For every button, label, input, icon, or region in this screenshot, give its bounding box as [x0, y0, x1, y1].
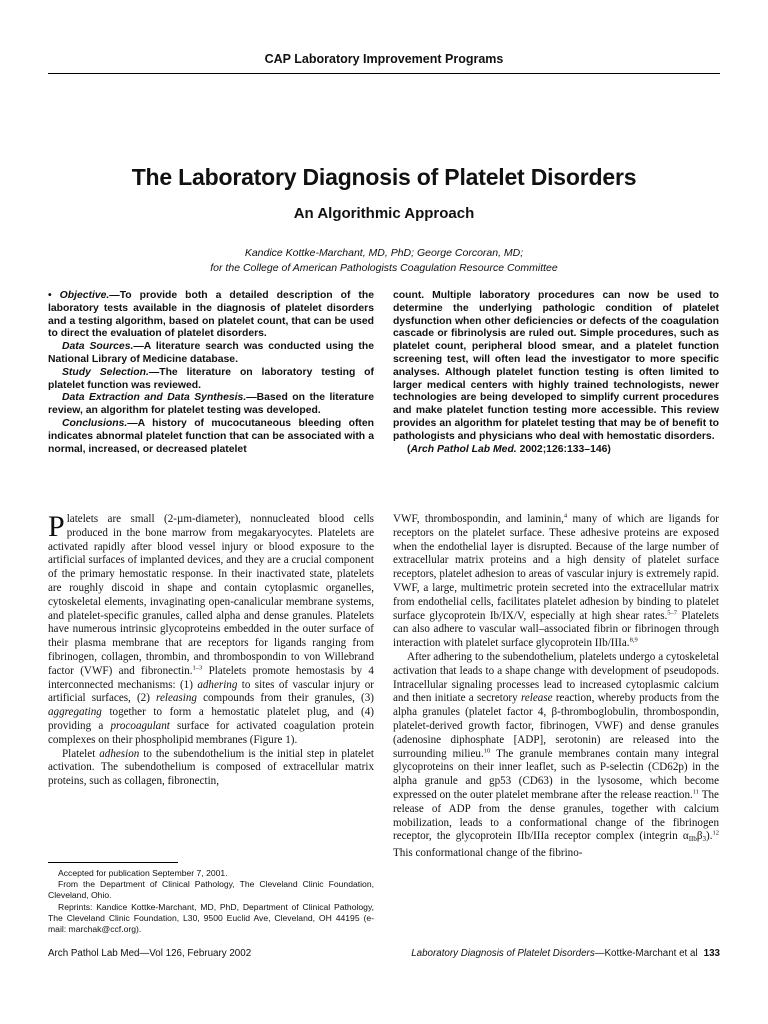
abstract-left	[48, 290, 374, 456]
abstract-conclusions-head: Conclusions.—	[62, 417, 138, 429]
author-block	[48, 246, 720, 276]
body-paragraph: Platelets are small (2-µm-diameter), nonnucleated blood cells produced in the bone marrow from megakaryocytes. Platelets are activated rapidly after blood vessel injury or blood exposure to the artificial surfaces of implanted devices, and they are a crucial component of the primary hemostatic response. In their inactivated state, platelets are roughly discoid in shape and contain cytoplasmic organelles, cytoskeletal elements, invaginating open-canalicular membrane systems, and platelet-specific granules, called alpha and dense granules. Platelets have numerous intrinsic glycoproteins embedded in the outer surface of their plasma membrane that are receptors for ligands ranging from fibrinogen, collagen, thrombin, and thrombospondin to von Willebrand factor (VWF) and fibronectin.$^{1-3}$ Platelets promote hemostasis by 4 interconnected mechanisms: (1) adhering to sites of vascular injury or artificial surfaces, (2) releasing compounds from their granules, (3) aggregating together to form a hemostatic platelet plug, and (4) providing a procoagulant surface for activated coagulation protein complexes on their phospholipid membranes (Figure 1).	[48, 510, 374, 746]
footer-authors: —Kottke-Marchant et al	[594, 948, 698, 959]
footnotes	[48, 868, 374, 935]
abstract-extraction	[48, 392, 374, 418]
article-title: The Laboratory Diagnosis of Platelet Disorders	[131, 164, 637, 190]
drop-cap: P	[48, 510, 65, 543]
footer-journal: Arch Pathol Lab Med—Vol 126, February 2002	[48, 948, 252, 959]
author-affiliation: for the College of American Pathologists Coagulation Resource Committee	[210, 262, 558, 274]
abstract-sources-text: A literature search was conducted using the National Library of Medicine database.	[48, 341, 375, 365]
header-rule	[48, 73, 720, 74]
abstract-citation	[393, 444, 719, 457]
footnote-reprints: Reprints: Kandice Kottke-Marchant, MD, PhD, Department of Clinical Pathology, The Cleveland Clinic Foundation, L30, 9500 Euclid Ave, Cleveland, OH 44195 (e-mail: marchak@ccf.org).	[48, 901, 374, 935]
abstract-selection	[48, 367, 374, 393]
footer-title: Laboratory Diagnosis of Platelet Disorders	[411, 948, 595, 959]
abstract-selection-head: Study Selection.—	[62, 366, 160, 378]
footnote-accepted: Accepted for publication September 7, 2001.	[58, 868, 228, 878]
running-header: CAP Laboratory Improvement Programs	[264, 52, 504, 66]
abstract-objective-head: Objective.—	[59, 290, 120, 301]
body-paragraph: Platelet adhesion to the subendothelium is the initial step in platelet activation. The subendothelium is composed of extracellular matrix proteins, such as collagen, fibronectin,	[48, 747, 374, 788]
abstract-sources-head: Data Sources.—	[62, 341, 144, 353]
body-column-right	[393, 513, 719, 861]
body-column-left	[48, 510, 374, 789]
footnote-rule	[48, 862, 178, 863]
abstract-conclusions	[48, 418, 374, 456]
author-names: Kandice Kottke-Marchant, MD, PhD; George Corcoran, MD;	[244, 247, 524, 259]
citation-open: (	[407, 443, 411, 455]
abstract-sources	[48, 341, 374, 367]
abstract-objective-text: To provide both a detailed description of the laboratory tests available in the diagnosis of platelet disorders and a testing algorithm, based on platelet count, that can be used to direct the evaluation of platelet disorders.	[48, 290, 374, 340]
footnote-affiliation: From the Department of Clinical Pathology, The Cleveland Clinic Foundation, Cleveland, Ohio.	[48, 879, 374, 901]
abstract-selection-text: The literature on laboratory testing of platelet function was reviewed.	[48, 366, 374, 391]
body-paragraph: After adhering to the subendothelium, platelets undergo a cytoskeletal activation that leads to a shape change with development of pseudopods. Intracellular signaling processes lead to increased cytoplasmic calcium and then initiate a secretory release reaction, whereby products from the alpha granules (platelet factor 4, β-thromboglobulin, thrombospondin, platelet-derived growth factor, fibrinogen, VWF) and dense granules (adenosine diphosphate [ADP], serotonin) are released into the surrounding milieu.$^{10}$ The granule membranes contain many integral glycoproteins on their inner leaflet, such as P-selectin (CD62p) in the alpha granule and gp53 (CD63) in the lysosome, which become expressed on the outer platelet membrane after the release reaction.$^{11}$ The release of ADP from the dense granules, together with calcium mobilization, leads to a conformational change of the fibrinogen receptor, the glycoprotein IIb/IIIa receptor complex (integrin $\alpha_{IIb}\beta_3).^{12}$ This conformational change of the fibrino-	[393, 650, 719, 860]
footer-running-title	[384, 948, 720, 959]
citation-journal: Arch Pathol Lab Med.	[410, 443, 517, 455]
body-paragraph: VWF, thrombospondin, and laminin,$^4$ many of which are ligands for receptors on the platelet surface. These adhesive proteins are exposed when the endothelial layer is disrupted. Because of the large number of extracellular matrix proteins and a high density of platelet surface receptors, platelet adhesion to areas of vascular injury is extremely rapid. VWF, a large, multimetric protein secreted into the extracellular matrix from endothelial cells, facilitates platelet adhesion by binding to platelet surface glycoprotein Ib/IX/V, especially at high shear rates.$^{5-7}$ Platelets can also adhere to vascular wall–associated fibrin or fibrinogen through interaction with platelet surface glycoprotein IIb/IIIa.$^{8,9}$	[393, 512, 719, 650]
bullet: •	[48, 290, 52, 301]
abstract-right	[393, 290, 719, 456]
page-number: 133	[703, 948, 720, 959]
abstract-conclusions-text: A history of mucocutaneous bleeding often indicates abnormal platelet function that can be associated with a normal, increased, or decreased platelet	[48, 417, 374, 455]
abstract-continued: count. Multiple laboratory procedures can now be used to determine the underlying pathologic condition of platelet dysfunction when other deficiencies or defects of the coagulation cascade or fibrinolysis are ruled out. Simple procedures, such as platelet count, peripheral blood smear, and a platelet function screening test, will often lead the investigator to more specific analyses. Although platelet function testing is often limited to larger medical centers with highly trained technologists, newer technologies are being developed to simplify current procedures and make platelet function testing more accessible. This review provides an algorithm for platelet testing that may be of benefit to pathologists and physicians who deal with hemostatic disorders.	[393, 290, 719, 442]
article-subtitle: An Algorithmic Approach	[293, 205, 475, 222]
citation-ref: 2002;126:133–146)	[516, 443, 611, 455]
abstract-extraction-head: Data Extraction and Data Synthesis.—	[62, 392, 257, 404]
abstract-objective	[48, 290, 374, 341]
abstract-extraction-text: Based on the literature review, an algorithm for platelet testing was developed.	[48, 392, 374, 417]
